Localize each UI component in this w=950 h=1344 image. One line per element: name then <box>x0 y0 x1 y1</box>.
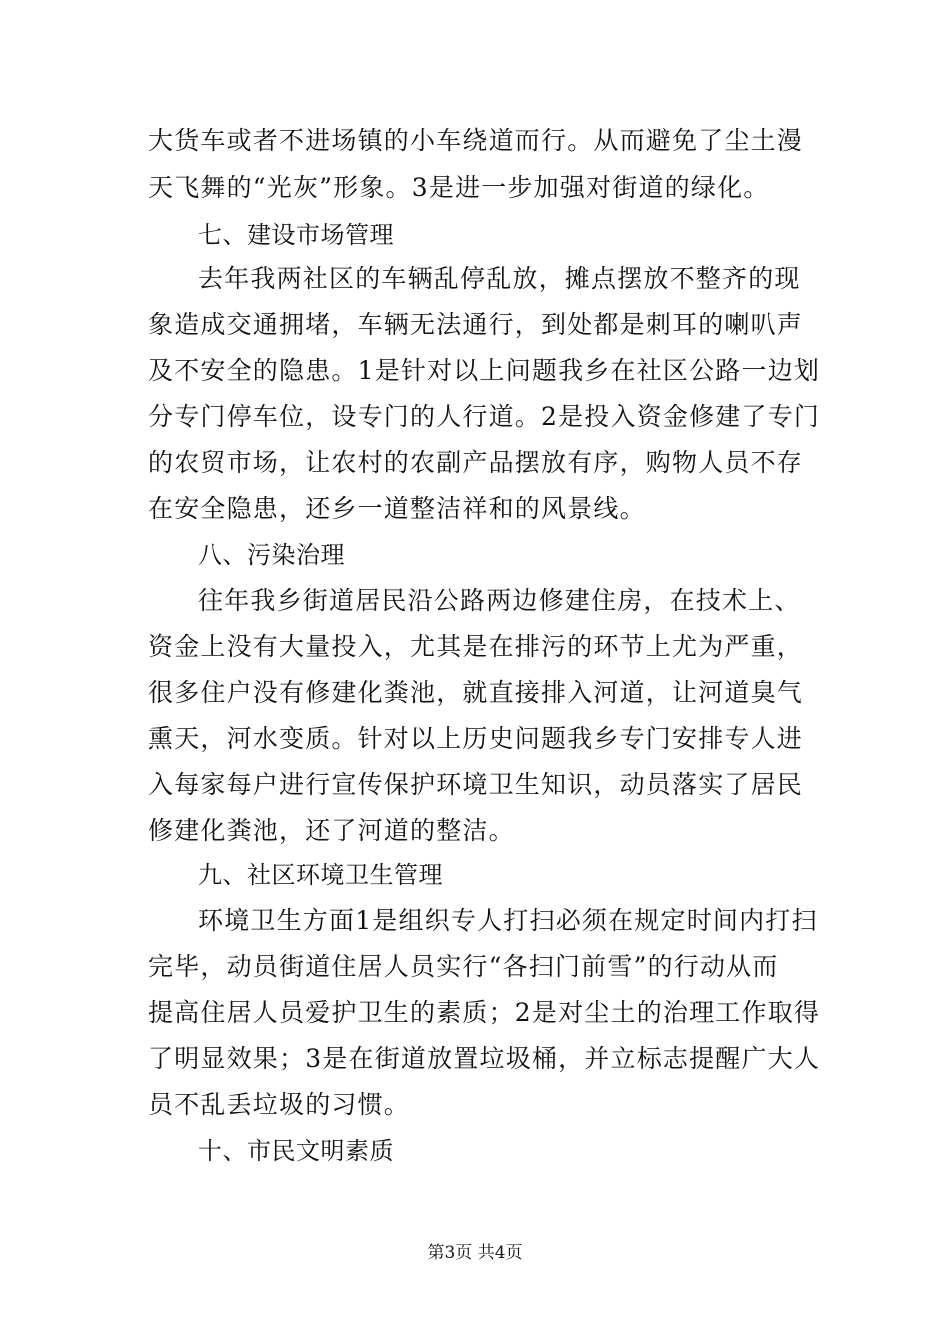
section-heading: 八、污染治理 <box>198 541 345 569</box>
paragraph-line: 提高住居人员爱护卫生的素质；2是对尘土的治理工作取得 <box>148 998 821 1027</box>
paragraph-line: 的农贸市场，让农村的农副产品摆放有序，购物人员不存 <box>148 448 804 477</box>
paragraph-line: 去年我两社区的车辆乱停乱放，摊点摆放不整齐的现 <box>198 264 801 293</box>
paragraph-line: 很多住户没有修建化粪池，就直接排入河道，让河道臭气 <box>148 678 804 707</box>
paragraph-line: 象造成交通拥堵，车辆无法通行，到处都是刺耳的喇叭声 <box>148 310 804 339</box>
paragraph-line: 分专门停车位，设专门的人行道。2是投入资金修建了专门 <box>148 402 821 431</box>
paragraph-line: 修建化粪池，还了河道的整洁。 <box>148 816 515 845</box>
paragraph-line: 天飞舞的“光灰”形象。3是进一步加强对街道的绿化。 <box>148 173 770 202</box>
paragraph-line: 大货车或者不进场镇的小车绕道而行。从而避免了尘土漫 <box>148 126 804 155</box>
paragraph-line: 熏天，河水变质。针对以上历史问题我乡专门安排专人进 <box>148 724 804 753</box>
paragraph-line: 环境卫生方面1是组织专人打扫必须在规定时间内打扫 <box>198 906 818 935</box>
paragraph-line: 资金上没有大量投入，尤其是在排污的环节上尤为严重， <box>148 632 804 661</box>
paragraph-line: 了明显效果；3是在街道放置垃圾桶，并立标志提醒广大人 <box>148 1044 821 1073</box>
section-heading: 九、社区环境卫生管理 <box>198 861 443 889</box>
paragraph-line: 及不安全的隐患。1是针对以上问题我乡在社区公路一边划 <box>148 356 821 385</box>
paragraph-line: 往年我乡街道居民沿公路两边修建住房，在技术上、 <box>198 586 801 615</box>
paragraph-line: 完毕，动员街道住居人员实行“各扫门前雪”的行动从而 <box>148 952 779 981</box>
page-number-footer: 第3页 共4页 <box>427 1243 523 1263</box>
paragraph-line: 员不乱丢垃圾的习惯。 <box>148 1090 411 1119</box>
section-heading: 十、市民文明素质 <box>198 1137 394 1165</box>
paragraph-line: 在安全隐患，还乡一道整洁祥和的风景线。 <box>148 494 646 523</box>
section-heading: 七、建设市场管理 <box>198 221 394 249</box>
paragraph-line: 入每家每户进行宣传保护环境卫生知识，动员落实了居民 <box>148 770 804 799</box>
